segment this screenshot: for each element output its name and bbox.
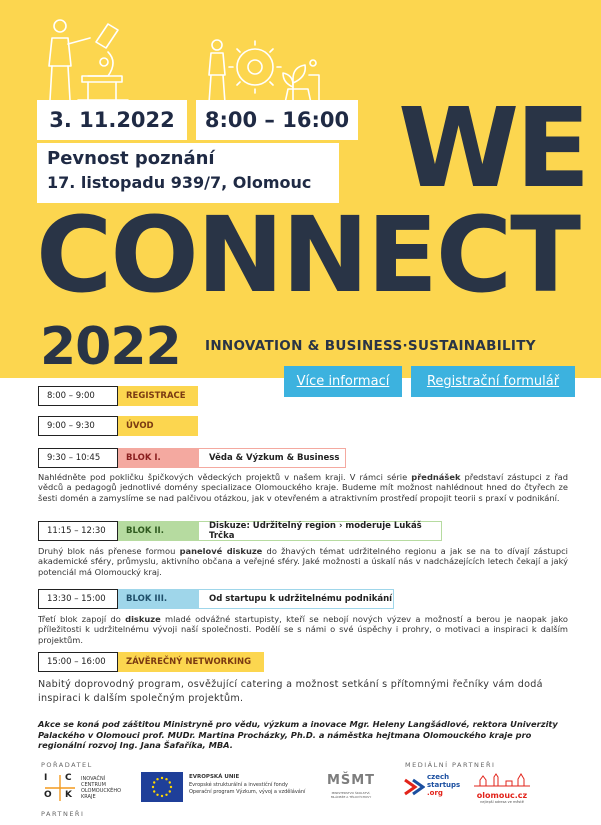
czech-startups-arrows-icon bbox=[403, 776, 425, 798]
olomouc-cz-logo bbox=[470, 772, 534, 802]
event-date: 3. 11.2022 bbox=[37, 100, 187, 140]
eu-star bbox=[161, 777, 163, 779]
registration-form-button[interactable]: Registrační formulář bbox=[411, 366, 575, 397]
gears-plants-illustration bbox=[205, 35, 325, 105]
eu-star bbox=[156, 778, 158, 780]
slot-label: ZÁVĚREČNÝ NETWORKING bbox=[118, 652, 264, 672]
hero-section bbox=[0, 0, 601, 378]
olomouc-name: olomouc.cz bbox=[476, 791, 528, 800]
slot-label: REGISTRACE bbox=[118, 386, 198, 406]
icok-letter-k: K bbox=[65, 790, 72, 800]
olomouc-skyline-icon bbox=[472, 773, 532, 787]
slot-topic: Diskuze: Udržitelný region › moderuje Lukáš Trčka bbox=[198, 521, 442, 541]
eu-line-2: Operační program Výzkum, vývoj a vzdělávání bbox=[189, 789, 306, 795]
slot-topic: Od startupu k udržitelnému podnikání bbox=[198, 589, 394, 609]
venue-name: Pevnost poznání bbox=[47, 148, 215, 169]
msmt-text: MINISTERSTVO ŠKOLSTVÍ, MLÁDEŽE A TĚLOVÝCHOVY bbox=[330, 791, 372, 799]
msmt-logo bbox=[326, 771, 376, 803]
venue-address: 17. listopadu 939/7, Olomouc bbox=[47, 173, 312, 192]
czech-startups-line-3: .org bbox=[427, 789, 443, 797]
eu-star bbox=[169, 781, 171, 783]
eu-star bbox=[169, 790, 171, 792]
slot-time: 8:00 – 9:00 bbox=[38, 386, 118, 406]
eu-title: EVROPSKÁ UNIE bbox=[189, 774, 240, 780]
czech-startups-line-2: startups bbox=[427, 781, 461, 789]
title-connect: CONNECT bbox=[36, 194, 580, 316]
media-partners-label: MEDIÁLNÍ PARTNEŘI bbox=[405, 761, 496, 769]
slot-time: 9:00 – 9:30 bbox=[38, 416, 118, 436]
czech-startups-logo bbox=[403, 773, 463, 801]
blok-3-description: Třetí blok zapojí do diskuze mladé odvážné startupisty, kteří se nebojí nových výzev a možností a berou je naopak jako příležitosti k udržitelnému vývoji naší společnosti. Podělí se s námi o své úspěchy i prohry, o motivaci a inspiraci k dalším projektům. bbox=[38, 614, 568, 645]
slot-label: BLOK I. bbox=[118, 448, 198, 468]
eu-star bbox=[152, 786, 154, 788]
patronage-note: Akce se koná pod záštitou Ministryně pro vědu, výzkum a inovace Mgr. Heleny Langšádlové, rektora Univerzity Palackého v Olomouci prof. MUDr. Martina Procházky, Ph.D. a náměstka hejtmana Olomouckého kraje pro regionální rozvoj Ing. Jana Šafaříka, MBA. bbox=[38, 719, 558, 751]
program-slot-blok-2 bbox=[38, 521, 442, 541]
icok-letter-c: C bbox=[65, 773, 72, 783]
title-we: WE bbox=[398, 84, 587, 212]
eu-star bbox=[153, 781, 155, 783]
networking-description: Nabitý doprovodný program, osvěžující catering a možnost setkání s přítomnými řečníky vám dodá inspiraci k dalším společným projektům. bbox=[38, 679, 543, 704]
program-slot-blok-1 bbox=[38, 448, 346, 468]
organizer-label: POŘADATEL bbox=[41, 761, 93, 769]
blok-2-description: Druhý blok nás přenese formou panelové diskuze do žhavých témat udržitelného regionu a jak se na to dívají zástupci akademické sféry, průmyslu, aktivního občana a veřejné sféry. Jaké možnosti a úskalí nás v nadcházejících letech čekají a jaký potenciál má Olomoucký kraj. bbox=[38, 546, 568, 577]
program-slot-blok-3 bbox=[38, 589, 394, 609]
eu-star bbox=[153, 790, 155, 792]
title-year: 2022 bbox=[40, 317, 181, 377]
slot-topic: Věda & Výzkum & Business bbox=[198, 448, 346, 468]
slot-label: BLOK III. bbox=[118, 589, 198, 609]
slot-label: ÚVOD bbox=[118, 416, 198, 436]
event-time: 8:00 – 16:00 bbox=[196, 100, 358, 140]
eu-star bbox=[161, 795, 163, 797]
partners-label: PARTNEŘI bbox=[41, 810, 85, 818]
icok-text: INOVAČNÍ CENTRUM OLOMOUCKÉHO KRAJE bbox=[81, 776, 122, 800]
program-slot-uvod bbox=[38, 416, 198, 436]
eu-flag-icon bbox=[141, 772, 183, 802]
slot-time: 9:30 – 10:45 bbox=[38, 448, 118, 468]
slot-time: 15:00 – 16:00 bbox=[38, 652, 118, 672]
program-slot-networking bbox=[38, 652, 264, 672]
more-info-button[interactable]: Více informací bbox=[284, 366, 402, 397]
tagline: INNOVATION & BUSINESS·SUSTAINABILITY bbox=[205, 338, 536, 354]
eu-star bbox=[170, 786, 172, 788]
eu-funds-logo bbox=[141, 771, 311, 803]
blok-1-description: Nahlédněte pod pokličku špičkových vědeckých projektů v našem kraji. V rámci série přednášek představí zástupci z řad vědců a pedagogů jednotlivé domény specializace Olomouckého kraje. Budeme mít možnost nahlédnout hned do čtyřech ze šesti domén a zamyslíme se nad palčivou otázkou, jak v otevřeném a atraktivním prostředí propojit teorii s praxí v podnikání. bbox=[38, 472, 568, 503]
eu-line-1: Evropské strukturální a investiční fondy bbox=[189, 782, 288, 788]
icok-letter-i: I bbox=[44, 773, 48, 783]
program-slot-registrace bbox=[38, 386, 198, 406]
slot-label: BLOK II. bbox=[118, 521, 198, 541]
slot-time: 13:30 – 15:00 bbox=[38, 589, 118, 609]
eu-star bbox=[165, 778, 167, 780]
icok-logo bbox=[41, 773, 122, 803]
msmt-mark: MŠMT bbox=[326, 773, 376, 788]
eu-star bbox=[165, 794, 167, 796]
scientist-microscope-illustration bbox=[38, 12, 148, 104]
olomouc-sub: nejlepší adresa ve městě bbox=[480, 800, 524, 804]
icok-letter-o: O bbox=[44, 790, 52, 800]
slot-time: 11:15 – 12:30 bbox=[38, 521, 118, 541]
czech-startups-line-1: czech bbox=[427, 773, 450, 781]
eu-star bbox=[156, 794, 158, 796]
